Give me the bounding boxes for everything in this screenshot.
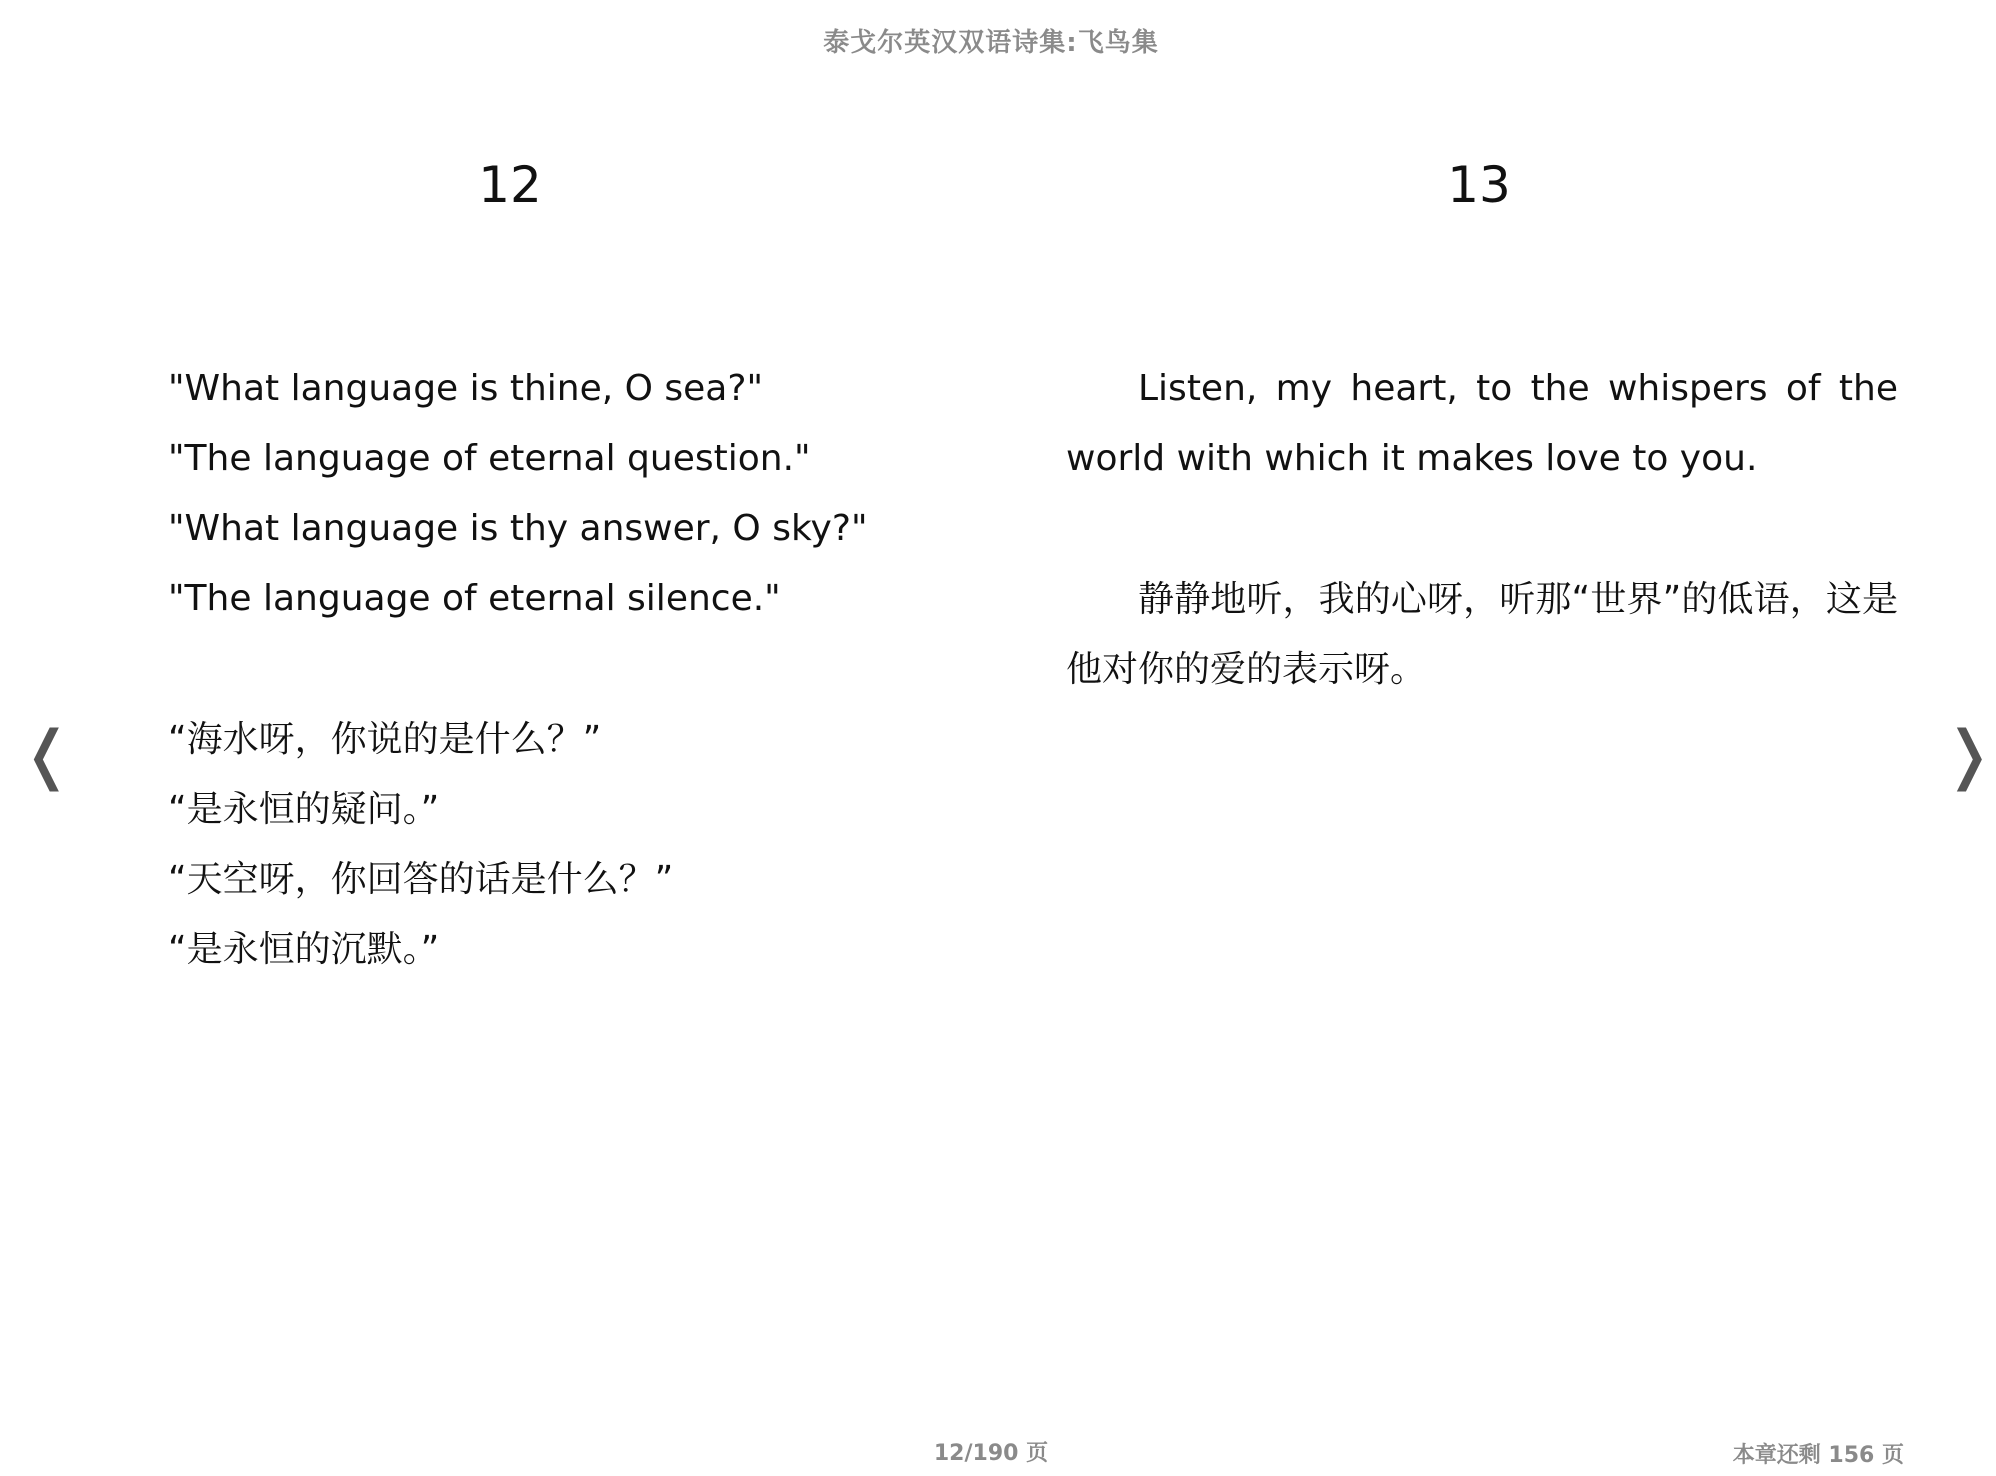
verse-line: “是永恒的疑问。” [168,789,440,830]
chapter-remaining: 本章还剩 156 页 [1732,1443,1904,1468]
english-paragraph-right: Listen, my heart, to the whispers of the world with which it makes love to you. [1066,368,1898,479]
verse-line: “天空呀，你回答的话是什么？” [168,859,674,900]
book-title: 泰戈尔英汉双语诗集:飞鸟集 [823,28,1159,58]
verse-line: “海水呀，你说的是什么？” [168,719,602,760]
chinese-paragraph-right: 静静地听，我的心呀，听那“世界”的低语，这是他对你的爱的表示呀。 [1066,579,1898,690]
verse-line: "The language of eternal question." [168,438,811,479]
verse-line: "What language is thine, O sea?" [168,368,764,409]
chinese-stanza-left [168,705,673,985]
verse-line: “是永恒的沉默。” [168,929,440,970]
page-indicator: 12/190 页 [933,1441,1049,1466]
poem-number-left: 12 [478,156,542,214]
english-stanza-left [168,354,868,634]
poem-number-right: 13 [1447,156,1511,214]
next-page-icon[interactable]: ❭ [1942,718,1996,792]
verse-line: "What language is thy answer, O sky?" [168,508,868,549]
verse-line: "The language of eternal silence." [168,578,781,619]
previous-page-icon[interactable]: ❬ [20,718,74,792]
